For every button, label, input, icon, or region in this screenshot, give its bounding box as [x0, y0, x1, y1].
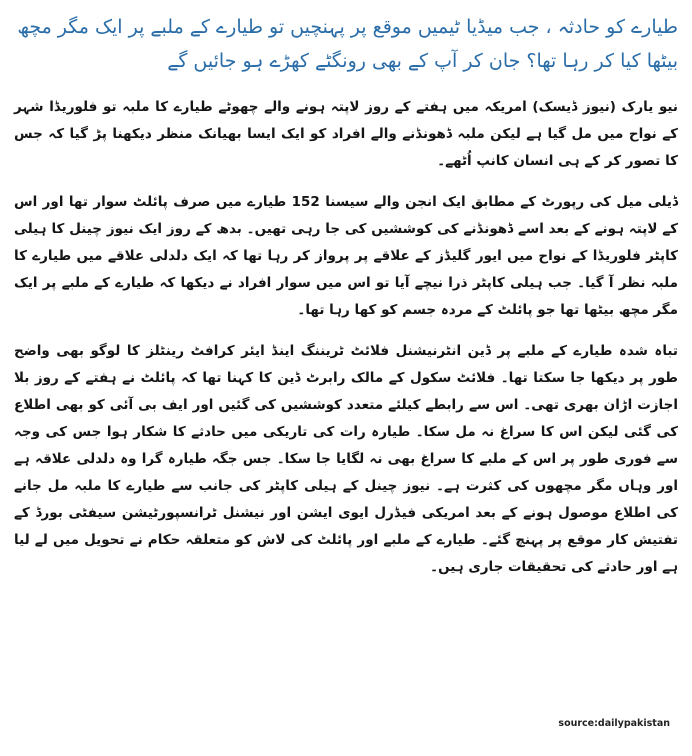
source-credit: source:dailypakistan	[558, 718, 670, 729]
article-paragraph-2: ڈیلی میل کی رپورٹ کے مطابق ایک انجن والے سیسنا 152 طیارے میں صرف پائلٹ سوار تھا اور اس کے لاپتہ ہونے کے بعد اسے ڈھونڈنے کی کوششیں کی جا رہی تھیں۔ بدھ کے روز ایک نیوز چینل کا ہیلی کاپٹر فلوریڈا کے نواح میں ایور گلیڈز کے علاقے پر پرواز کر رہا تھا کہ ایک دلدلی علاقے میں طیارے کا ملبہ نظر آ گیا۔ جب ہیلی کاپٹر ذرا نیچے آیا تو اس میں سوار افراد نے دیکھا کہ طیارے کے ملبے پر ایک مگر مچھ بیٹھا تھا جو پائلٹ کے مردہ جسم کو کھا رہا تھا۔	[14, 194, 679, 318]
article-headline: طیارے کو حادثہ ، جب میڈیا ٹیمیں موقع پر پہنچیں تو طیارے کے ملبے پر ایک مگر مچھ بیٹھا کیا کر رہا تھا؟ جان کر آپ کے بھی رونگٹے کھڑے ہو جائیں گے	[17, 16, 678, 72]
article-paragraph-1: نیو یارک (نیوز ڈیسک) امریکہ میں ہفتے کے روز لاپتہ ہونے والے چھوٹے طیارے کا ملبہ تو فلوریڈا شہر کے نواح میں مل گیا ہے لیکن ملبہ ڈھونڈنے والے افراد کو ایک ایسا بھیانک منظر دیکھنا پڑ گیا کہ جس کا تصور کر کے ہی انسان کانپ اُٹھے۔	[14, 99, 678, 169]
article-paragraph-3: تباہ شدہ طیارے کے ملبے پر ڈین انٹرنیشنل فلائٹ ٹریننگ اینڈ ایئر کرافٹ رینٹلز کا لوگو بھی واضح طور پر دیکھا جا سکتا تھا۔ فلائٹ سکول کے مالک رابرٹ ڈین کا کہنا تھا کہ پائلٹ نے ہفتے کے روز بلا اجازت اڑان بھری تھی۔ اس سے رابطے کیلئے متعدد کوششیں کی گئیں اور ایف بی آئی کو بھی اطلاع کی گئی لیکن اس کا سراغ نہ مل سکا۔ طیارہ رات کی تاریکی میں حادثے کا شکار ہوا جس کی وجہ سے فوری طور پر اس کے ملبے کا سراغ بھی نہ لگایا جا سکا۔ جس جگہ طیارہ گرا وہ دلدلی علاقہ ہے اور وہاں مگر مچھوں کی کثرت ہے۔ نیوز چینل کے ہیلی کاپٹر کی جانب سے طیارے کا ملبہ مل جانے کی اطلاع موصول ہونے کے بعد امریکی فیڈرل ایوی ایشن اور نیشنل ٹرانسپورٹیشن سیفٹی بورڈ کے تفتیش کار موقع پر پہنچ گئے۔ طیارے کے ملبے اور پائلٹ کی لاش کو متعلقہ حکام نے تحویل میں لے لیا ہے اور حادثے کی تحقیقات جاری ہیں۔	[14, 343, 678, 575]
